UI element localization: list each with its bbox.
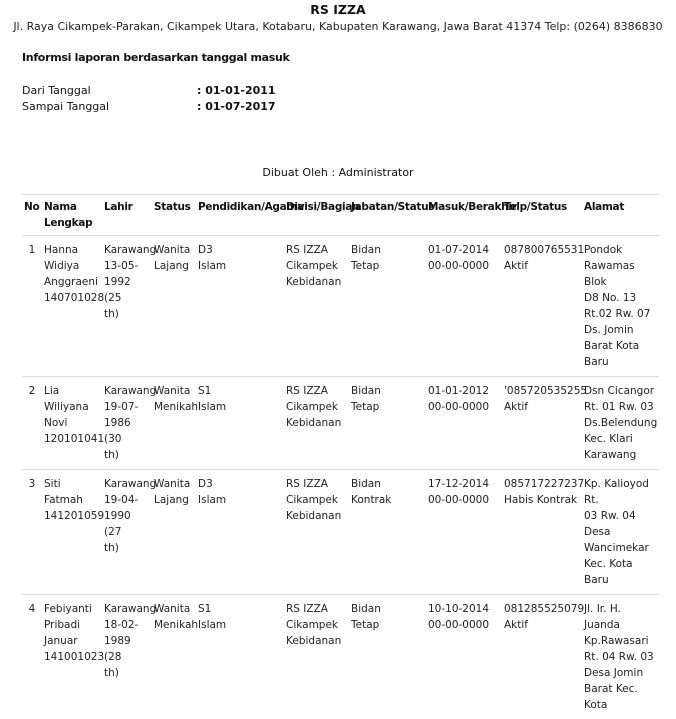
report-info-title: Informsi laporan berdasarkan tanggal masuk bbox=[22, 51, 290, 64]
birth-info-line: th) bbox=[104, 306, 150, 322]
education-religion-cell bbox=[196, 470, 284, 595]
education-religion-cell bbox=[196, 236, 284, 377]
birth-info-cell bbox=[102, 236, 152, 377]
division-cell bbox=[284, 470, 349, 595]
address-line: 03 Rw. 04 bbox=[584, 508, 657, 524]
position-line: Bidan bbox=[351, 476, 424, 492]
marital-status-line: Menikah bbox=[154, 617, 194, 633]
table-row bbox=[22, 595, 659, 719]
column-header: Telp/Status bbox=[502, 195, 582, 236]
address-cell bbox=[582, 236, 659, 377]
division-line: Kebidanan bbox=[286, 508, 347, 524]
division-line: Cikampek bbox=[286, 399, 347, 415]
employee-name-cell bbox=[42, 236, 102, 377]
row-number: 2 bbox=[22, 377, 42, 470]
column-header: Nama Lengkap bbox=[42, 195, 102, 236]
employee-name-line: Hanna bbox=[44, 242, 100, 258]
education-religion-cell bbox=[196, 595, 284, 719]
address-line: Barat Kota bbox=[584, 338, 657, 354]
birth-info-line: Karawang bbox=[104, 601, 150, 617]
division-line: RS IZZA bbox=[286, 476, 347, 492]
address-line: Jl. Ir. H. Juanda bbox=[584, 601, 657, 633]
address-line: Rt. 01 Rw. 03 bbox=[584, 399, 657, 415]
position-line: Kontrak bbox=[351, 492, 424, 508]
marital-status-line: Wanita bbox=[154, 383, 194, 399]
address-cell bbox=[582, 470, 659, 595]
position-line: Bidan bbox=[351, 601, 424, 617]
birth-info-line: 19-04- bbox=[104, 492, 150, 508]
table-row bbox=[22, 470, 659, 595]
start-end-date-line: 00-00-0000 bbox=[428, 492, 500, 508]
row-number: 3 bbox=[22, 470, 42, 595]
phone-status-line: 081285525079 bbox=[504, 601, 580, 617]
education-religion-line: Islam bbox=[198, 492, 282, 508]
address-cell bbox=[582, 595, 659, 719]
address-line: Dsn Cicangor bbox=[584, 383, 657, 399]
address-line: Wancimekar bbox=[584, 540, 657, 556]
address-line: Rawamas Blok bbox=[584, 258, 657, 290]
column-header: Lahir bbox=[102, 195, 152, 236]
birth-info-line: Karawang bbox=[104, 242, 150, 258]
division-line: RS IZZA bbox=[286, 601, 347, 617]
phone-status-line: 085717227237 bbox=[504, 476, 580, 492]
marital-status-line: Lajang bbox=[154, 492, 194, 508]
column-header: Divisi/Bagian bbox=[284, 195, 349, 236]
table-row bbox=[22, 236, 659, 377]
phone-status-line: 087800765531 bbox=[504, 242, 580, 258]
birth-info-line: 1992 (25 bbox=[104, 274, 150, 306]
division-cell bbox=[284, 595, 349, 719]
start-end-date-line: 00-00-0000 bbox=[428, 617, 500, 633]
education-religion-line: D3 bbox=[198, 242, 282, 258]
birth-info-line: 1989 (28 bbox=[104, 633, 150, 665]
position-line: Tetap bbox=[351, 258, 424, 274]
birth-info-line: Karawang bbox=[104, 476, 150, 492]
birth-info-line: 18-02- bbox=[104, 617, 150, 633]
birth-info-line: 1990 (27 bbox=[104, 508, 150, 540]
marital-status-line: Lajang bbox=[154, 258, 194, 274]
birth-info-line: 19-07- bbox=[104, 399, 150, 415]
address-line: Rt.02 Rw. 07 bbox=[584, 306, 657, 322]
address-line: Desa Jomin bbox=[584, 665, 657, 681]
education-religion-line: D3 bbox=[198, 476, 282, 492]
phone-status-cell bbox=[502, 236, 582, 377]
employee-name-line: Pribadi bbox=[44, 617, 100, 633]
education-religion-line: Islam bbox=[198, 258, 282, 274]
employee-name-line: Januar bbox=[44, 633, 100, 649]
marital-status-line: Menikah bbox=[154, 399, 194, 415]
marital-status-line: Wanita bbox=[154, 476, 194, 492]
address-line: Ds.Belendung bbox=[584, 415, 657, 431]
column-header: Masuk/Berakhir bbox=[426, 195, 502, 236]
division-line: Kebidanan bbox=[286, 274, 347, 290]
education-religion-line: S1 bbox=[198, 601, 282, 617]
table-row bbox=[22, 377, 659, 470]
start-end-date-cell bbox=[426, 595, 502, 719]
employee-name-cell bbox=[42, 470, 102, 595]
birth-info-cell bbox=[102, 377, 152, 470]
hospital-name: RS IZZA bbox=[0, 2, 676, 17]
created-by: Dibuat Oleh : Administrator bbox=[0, 166, 676, 179]
division-cell bbox=[284, 377, 349, 470]
start-end-date-line: 01-01-2012 bbox=[428, 383, 500, 399]
marital-status-cell bbox=[152, 470, 196, 595]
division-line: Kebidanan bbox=[286, 415, 347, 431]
marital-status-line: Wanita bbox=[154, 242, 194, 258]
start-end-date-line: 01-07-2014 bbox=[428, 242, 500, 258]
address-line: Baru bbox=[584, 354, 657, 370]
position-line: Tetap bbox=[351, 399, 424, 415]
address-line: Pondok bbox=[584, 242, 657, 258]
division-line: Cikampek bbox=[286, 258, 347, 274]
birth-info-line: Karawang bbox=[104, 383, 150, 399]
division-line: Cikampek bbox=[286, 492, 347, 508]
phone-status-cell bbox=[502, 470, 582, 595]
date-from-value: : 01-01-2011 bbox=[197, 84, 276, 97]
division-line: RS IZZA bbox=[286, 242, 347, 258]
marital-status-cell bbox=[152, 236, 196, 377]
date-to-value: : 01-07-2017 bbox=[197, 100, 276, 113]
birth-info-line: th) bbox=[104, 665, 150, 681]
phone-status-line: Aktif bbox=[504, 399, 580, 415]
address-line: Kp. Kalioyod Rt. bbox=[584, 476, 657, 508]
phone-status-line: Aktif bbox=[504, 617, 580, 633]
employee-name-line: Lia Wiliyana bbox=[44, 383, 100, 415]
row-number: 1 bbox=[22, 236, 42, 377]
employee-name-line: Novi bbox=[44, 415, 100, 431]
start-end-date-cell bbox=[426, 377, 502, 470]
table-header-row bbox=[22, 195, 659, 236]
address-line: Desa bbox=[584, 524, 657, 540]
birth-info-line: th) bbox=[104, 540, 150, 556]
column-header: Status bbox=[152, 195, 196, 236]
employee-name-line: Anggraeni bbox=[44, 274, 100, 290]
division-line: RS IZZA bbox=[286, 383, 347, 399]
birth-info-cell bbox=[102, 595, 152, 719]
birth-info-line: th) bbox=[104, 447, 150, 463]
position-line: Bidan bbox=[351, 242, 424, 258]
employee-table bbox=[22, 194, 659, 719]
phone-status-line: Habis Kontrak bbox=[504, 492, 580, 508]
marital-status-line: Wanita bbox=[154, 601, 194, 617]
position-line: Bidan bbox=[351, 383, 424, 399]
phone-status-cell bbox=[502, 377, 582, 470]
division-line: Kebidanan bbox=[286, 633, 347, 649]
employee-name-line: Widiya bbox=[44, 258, 100, 274]
start-end-date-cell bbox=[426, 236, 502, 377]
education-religion-line: S1 bbox=[198, 383, 282, 399]
address-line: Barat Kec. Kota bbox=[584, 681, 657, 713]
birth-info-line: 1986 (30 bbox=[104, 415, 150, 447]
marital-status-cell bbox=[152, 595, 196, 719]
table-body bbox=[22, 236, 659, 719]
employee-name-line: 120101041 bbox=[44, 431, 100, 447]
employee-name-line: 141001023 bbox=[44, 649, 100, 665]
start-end-date-line: 17-12-2014 bbox=[428, 476, 500, 492]
education-religion-line: Islam bbox=[198, 617, 282, 633]
start-end-date-cell bbox=[426, 470, 502, 595]
start-end-date-line: 10-10-2014 bbox=[428, 601, 500, 617]
address-line: Rt. 04 Rw. 03 bbox=[584, 649, 657, 665]
position-cell bbox=[349, 595, 426, 719]
address-line: D8 No. 13 bbox=[584, 290, 657, 306]
position-cell bbox=[349, 377, 426, 470]
column-header: Alamat bbox=[582, 195, 659, 236]
employee-name-cell bbox=[42, 595, 102, 719]
education-religion-line: Islam bbox=[198, 399, 282, 415]
education-religion-cell bbox=[196, 377, 284, 470]
birth-info-line: 13-05- bbox=[104, 258, 150, 274]
column-header: Pendidikan/Agama bbox=[196, 195, 284, 236]
position-cell bbox=[349, 236, 426, 377]
column-header: No bbox=[22, 195, 42, 236]
address-line: Karawang bbox=[584, 447, 657, 463]
phone-status-line: '085720535255 bbox=[504, 383, 580, 399]
phone-status-cell bbox=[502, 595, 582, 719]
date-to-label: Sampai Tanggal bbox=[22, 100, 109, 113]
employee-name-line: 141201059 bbox=[44, 508, 100, 524]
phone-status-line: Aktif bbox=[504, 258, 580, 274]
start-end-date-line: 00-00-0000 bbox=[428, 258, 500, 274]
start-end-date-line: 00-00-0000 bbox=[428, 399, 500, 415]
column-header: Jabatan/Status bbox=[349, 195, 426, 236]
employee-name-line: 140701028 bbox=[44, 290, 100, 306]
employee-name-cell bbox=[42, 377, 102, 470]
employee-name-line: Siti Fatmah bbox=[44, 476, 100, 508]
address-line: Kp.Rawasari bbox=[584, 633, 657, 649]
hospital-address: Jl. Raya Cikampek-Parakan, Cikampek Utara, Kotabaru, Kabupaten Karawang, Jawa Barat 41374 Telp: (0264) 8386830 bbox=[0, 20, 676, 33]
division-cell bbox=[284, 236, 349, 377]
address-line: Ds. Jomin bbox=[584, 322, 657, 338]
division-line: Cikampek bbox=[286, 617, 347, 633]
address-cell bbox=[582, 377, 659, 470]
address-line: Kec. Kota Baru bbox=[584, 556, 657, 588]
marital-status-cell bbox=[152, 377, 196, 470]
row-number: 4 bbox=[22, 595, 42, 719]
address-line: Kec. Klari bbox=[584, 431, 657, 447]
date-from-label: Dari Tanggal bbox=[22, 84, 91, 97]
birth-info-cell bbox=[102, 470, 152, 595]
position-cell bbox=[349, 470, 426, 595]
position-line: Tetap bbox=[351, 617, 424, 633]
employee-name-line: Febiyanti bbox=[44, 601, 100, 617]
